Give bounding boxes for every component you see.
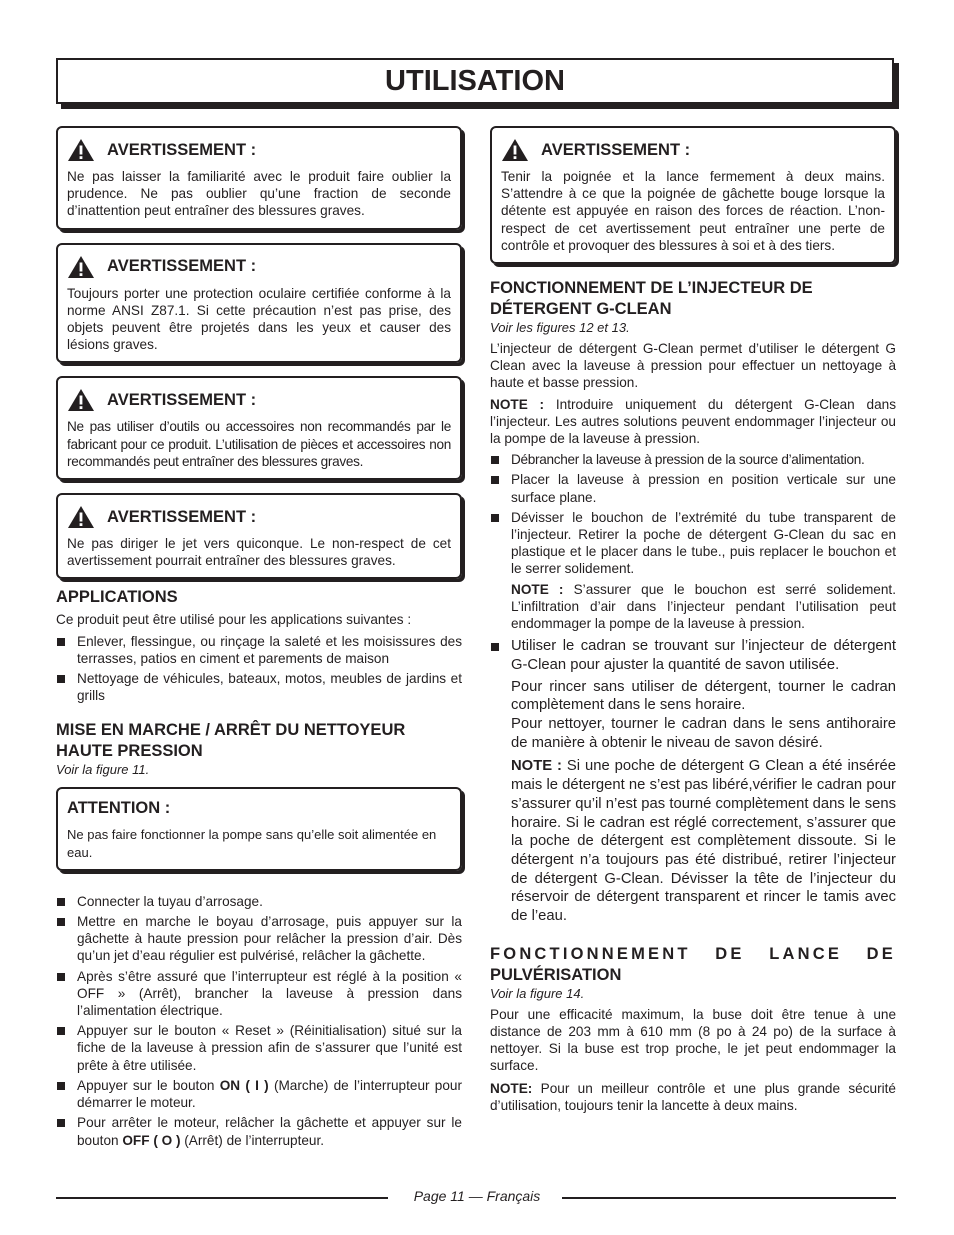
injector-list [490,451,896,577]
warning-label: AVERTISSEMENT : [107,257,257,276]
warning-triangle-icon [67,138,95,162]
applications-heading: APPLICATIONS [56,588,178,607]
page-title-box [56,58,894,104]
list-item: Après s’être assuré que l’interrupteur est réglé à la position « OFF » (Arrêt), brancher la laveuse à pression dans l’alimentation électrique. [56,968,462,1020]
list-item: Appuyer sur le bouton « Reset » (Réinitialisation) situé sur la fiche de la laveuse à pression afin de s’assurer que l’unité est prête à être utilisée. [56,1022,462,1074]
warning-triangle-icon [67,505,95,529]
rinse-text: Pour rincer sans utiliser de détergent, tourner le cadran complètement dans le sens horaire. [511,678,896,714]
list-item: Connecter la tuyau d’arrosage. [56,893,462,910]
list-item: Utiliser le cadran se trouvant sur l’injecteur de détergent G-Clean pour ajuster la quantité de savon utilisée. [490,637,896,674]
lance-text: Pour une efficacité maximum, la buse doit être tenue à une distance de 203 mm à 610 mm (8 po à 24 po) de la surface à nettoyer. Si la buse est trop proche, le jet peut endommager la surface. [490,1006,896,1074]
warning-text: Tenir la poignée et la lance fermement à deux mains. S’attendre à ce que la poignée de gâchette bouge lorsque la détente est appuyée en raison des forces de réaction. L’non-respect de cet avertissement peut entraîner une perte de contrôle et provoquer des blessures à soi et à des tiers. [501,169,885,253]
injector-intro: L’injecteur de détergent G-Clean permet d’utiliser le détergent G Clean avec la laveuse à pression pour effectuer un nettoyage à haute et basse pression. [490,341,896,391]
attention-box [56,787,462,870]
list-item: Mettre en marche le boyau d’arrosage, puis appuyer sur la gâchette à haute pression pour relâcher la pression d’air. Dès qu’un jet d’eau régulier est pulvérisé, relâcher la gâchette. [56,913,462,965]
footer-text: Page 11 — Français [413,1188,541,1204]
warning-label: AVERTISSEMENT : [541,140,691,159]
warning-box-2 [56,243,462,364]
warning-text: Ne pas diriger le jet vers quiconque. Le non-respect de cet avertissement pourrait entraîner des blessures graves. [67,536,451,569]
list-item: Débrancher la laveuse à pression de la source d’alimentation. [490,451,896,468]
lance-note: NOTE: Pour un meilleur contrôle et une plus grande sécurité d’utilisation, toujours tenir la lancette à deux mains. [490,1080,896,1113]
lance-heading: FONCTIONNEMENT DE LANCE DE PULVÉRISATION [490,944,896,984]
applications-intro: Ce produit peut être utilisé pour les applications suivantes : [56,612,412,628]
lance-figure-ref: Voir la figure 14. [490,985,585,1001]
attention-text: Ne pas faire fonctionner la pompe sans qu’elle soit alimentée en eau. [67,827,437,860]
page-footer [56,1188,896,1206]
startup-list [56,893,462,1149]
list-item: Nettoyage de véhicules, bateaux, motos, meubles de jardins et grills [56,670,462,704]
warning-label: AVERTISSEMENT : [107,507,257,526]
warning-box-4 [56,493,462,579]
warning-label: AVERTISSEMENT : [107,140,257,159]
warning-text: Ne pas laisser la familiarité avec le produit faire oublier la prudence. Ne pas oublier qu’une fraction de seconde d’inattention peut entraîner des blessures graves. [67,169,451,219]
warning-label: AVERTISSEMENT : [107,390,257,409]
warning-box-1 [56,126,462,230]
warning-text: Ne pas utiliser d’outils ou accessoires non recommandés par le fabricant pour ce produit. L’utilisation de pièces et accessoires non recommandés peut entraîner des blessures graves. [67,419,451,469]
applications-list [56,633,462,705]
injector-figure-ref: Voir les figures 12 et 13. [490,320,630,336]
list-item: Dévisser le bouchon de l’extrémité du tube transparent de l’injecteur. Retirer la poche de détergent G-Clean du sac en plastique et le placer dans le tube., puis replacer le bouchon et le serrer solidement. [490,509,896,578]
startup-figure-ref: Voir la figure 11. [56,762,150,778]
page-title: UTILISATION [385,64,565,97]
right-column [490,126,896,1118]
warning-triangle-icon [67,388,95,412]
warning-text: Toujours porter une protection oculaire certifiée conforme à la norme ANSI Z87.1. Si cette précaution n’est pas prise, des objets peuvent être projetés dans les yeux et causer des lésions graves. [67,285,451,353]
injector-note: NOTE : Introduire uniquement du détergent G-Clean dans l’injecteur. Les autres solutions peuvent endommager l’injecteur ou la pompe de la laveuse à pression. [490,396,896,447]
startup-heading: MISE EN MARCHE / ARRÊT DU NETTOYEUR HAUTE PRESSION [56,721,406,761]
list-item: Enlever, flessingue, ou rinçage la saleté et les moisissures des terrasses, patios en ciment et parements de maison [56,633,462,667]
injector-sub-note: NOTE : S’assurer que le bouchon est serré solidement. L’infiltration d’air dans l’injecteur pendant l’utilisation peut endommager la pompe de la laveuse à pression. [511,581,896,632]
warning-box-3 [56,376,462,480]
left-column [56,126,462,1152]
list-item: Placer la laveuse à pression en position verticale sur une surface plane. [490,471,896,505]
injector-list-2 [490,637,896,674]
warning-triangle-icon [67,255,95,279]
warning-triangle-icon [501,138,529,162]
injector-final-note: NOTE : Si une poche de détergent G Clean a été insérée mais le détergent ne s’est pas libéré,vérifier le cadran pour s’assurer qu’il n’est pas tourné complètement dans le sens horaire. Si le cadran est réglé correctement, s’assurer que la poche de détergent est complètement dissoute. Si le détergent n’a toujours pas été distribué, retirer l’injecteur de détergent G-Clean. Dévisser la tête de l’injecteur du réservoir de détergent transparent et rincer le tamis avec de l’eau. [511,758,896,925]
clean-text: Pour nettoyer, tourner le cadran dans le sens antihoraire de manière à obtenir le niveau de savon désiré. [511,716,896,751]
injector-heading: FONCTIONNEMENT DE L’INJECTEUR DE DÉTERGENT G-CLEAN [490,279,813,319]
list-item: Pour arrêter le moteur, relâcher la gâchette et appuyer sur le bouton OFF ( O ) (Arrêt) de l’interrupteur. [56,1114,462,1148]
attention-label: ATTENTION : [67,799,171,818]
warning-box-5 [490,126,896,264]
list-item: Appuyer sur le bouton ON ( I ) (Marche) de l’interrupteur pour démarrer le moteur. [56,1077,462,1111]
